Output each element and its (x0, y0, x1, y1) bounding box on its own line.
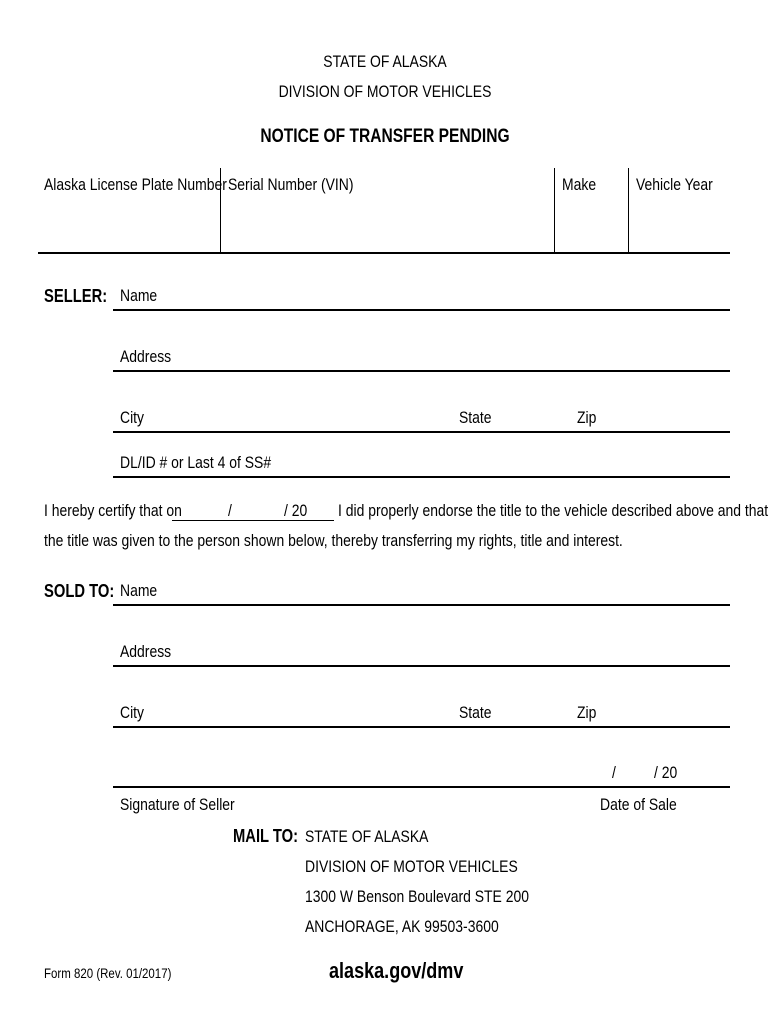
form-number: Form 820 (Rev. 01/2017) (44, 965, 172, 981)
mail-address-line-3: 1300 W Benson Boulevard STE 200 (305, 887, 529, 906)
certify-date-slash: / (228, 501, 232, 520)
certify-date-field[interactable] (172, 520, 334, 521)
header-state: STATE OF ALASKA (323, 52, 447, 71)
certify-prefix: I hereby certify that on (44, 501, 182, 520)
table-divider-3 (628, 168, 629, 252)
seller-state-label: State (459, 408, 492, 427)
date-of-sale-label: Date of Sale (600, 795, 677, 814)
seller-address-label: Address (120, 347, 172, 366)
seller-dlid-field[interactable] (113, 476, 730, 478)
buyer-zip-label: Zip (577, 703, 597, 722)
buyer-name-field[interactable] (113, 604, 730, 606)
vehicle-year-label: Vehicle Year (636, 175, 713, 194)
buyer-state-label: State (459, 703, 492, 722)
date-of-sale-year: / 20 (654, 763, 678, 782)
buyer-city-state-zip-field[interactable] (113, 726, 730, 728)
buyer-address-label: Address (120, 642, 172, 661)
buyer-name-label: Name (120, 581, 158, 600)
seller-city-state-zip-field[interactable] (113, 431, 730, 433)
date-of-sale-slash: / (612, 763, 616, 782)
seller-dlid-label: DL/ID # or Last 4 of SS# (120, 453, 272, 472)
sold-to-label: SOLD TO: (44, 581, 115, 601)
buyer-city-label: City (120, 703, 145, 722)
seller-city-label: City (120, 408, 145, 427)
header-division: DIVISION OF MOTOR VEHICLES (278, 82, 492, 101)
certify-date-year: / 20 (284, 501, 308, 520)
buyer-address-field[interactable] (113, 665, 730, 667)
mail-address-line-4: ANCHORAGE, AK 99503-3600 (305, 917, 499, 936)
website-link[interactable]: alaska.gov/dmv (329, 958, 464, 983)
vin-label: Serial Number (VIN) (228, 175, 354, 194)
signature-of-seller-field[interactable] (113, 786, 730, 788)
plate-number-label: Alaska License Plate Number (44, 175, 227, 194)
vehicle-table-bottom-line (38, 252, 730, 254)
seller-zip-label: Zip (577, 408, 597, 427)
table-divider-1 (220, 168, 221, 252)
seller-address-field[interactable] (113, 370, 730, 372)
page-title: NOTICE OF TRANSFER PENDING (260, 126, 510, 147)
mail-address-line-2: DIVISION OF MOTOR VEHICLES (305, 857, 518, 876)
seller-name-label: Name (120, 286, 158, 305)
signature-of-seller-label: Signature of Seller (120, 795, 235, 814)
certify-line-2: the title was given to the person shown below, thereby transferring my rights, title and interest. (44, 531, 623, 550)
make-label: Make (562, 175, 597, 194)
certify-suffix: I did properly endorse the title to the vehicle described above and that (338, 501, 769, 520)
seller-label: SELLER: (44, 286, 108, 306)
table-divider-2 (554, 168, 555, 252)
mail-address-line-1: STATE OF ALASKA (305, 827, 429, 846)
mail-to-label: MAIL TO: (233, 826, 299, 846)
seller-name-field[interactable] (113, 309, 730, 311)
